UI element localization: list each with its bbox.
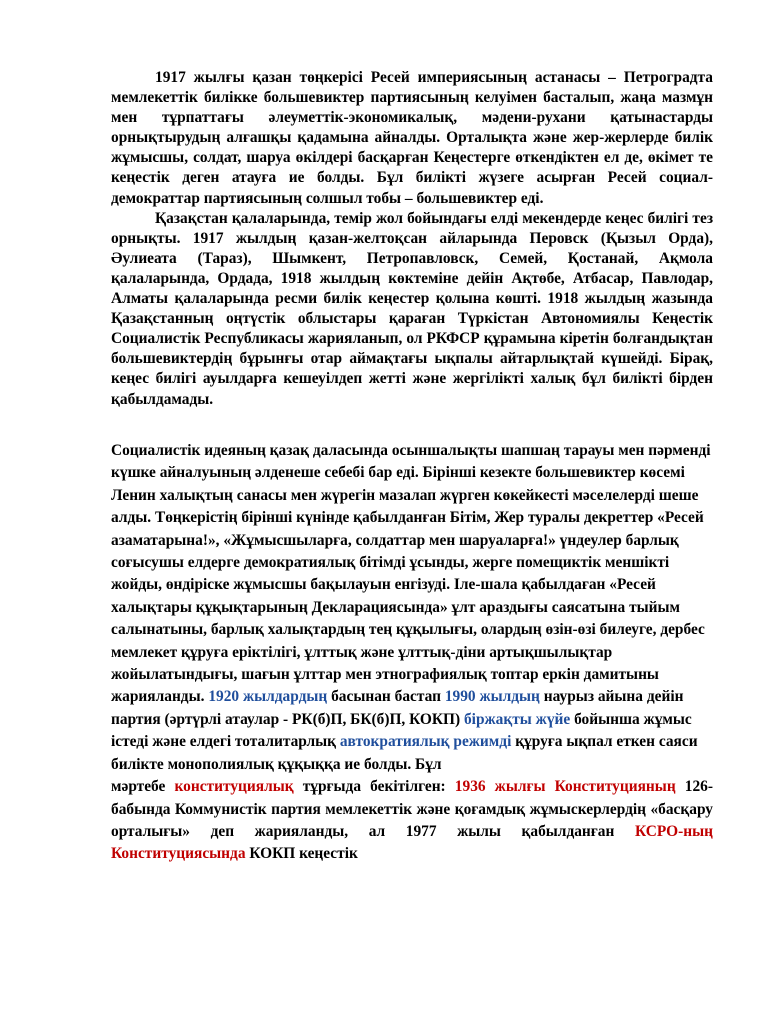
- link-1990[interactable]: 1990 жылдың: [444, 688, 540, 706]
- text-run: Социалистік идеяның қазақ даласында осыншалықты шапшаң тарауы мен пәрменді күшке айналуының әлденеше себебі бар еді. Бірінші кезекте большевиктер көсемі Ленин халықтың санасы мен жүрегін мазалап жүрген көкейкесті мәселелерді шеше алды. Төңкерістің бірінші күнінде қабылданған Бітім, Жер туралы декреттер «Ресей азаматарына!», «Жұмысшыларға, солдаттар мен шаруаларға!» үндеулер барлық соғысушы елдерге демократиялық бітімді ұсынды, жерге помещиктік меншікті жойды, өндіріске жұмысшы бақылауын енгізуді. Іле-шала қабылдаған «Ресей халықтары құқықтарының Декларациясында» ұлт араздығы саясатына тыйым салынатыны, барлық халықтардың тең құқылығы, олардың өзін-өзі билеуге, дербес мемлекет құруға еріктілігі, ұлттық және ұлттық-діни артықшылықтар жойылатындығы, шағын ұлттар мен этнографиялық топтар еркін дамитыны жарияланды.: [111, 442, 711, 706]
- text-run: тұрғыда бекітілген:: [293, 778, 455, 796]
- paragraph-kazakhstan-soviets: Қазақстан қалаларында, темір жол бойындағы елді мекендерде кеңес билігі тез орнықты. 1917 жылдың қазан-желтоқсан айларында Перовск (Қызыл Орда), Әулиеата (Тараз), Шымкент, Петропавловск, Семей, Қостанай, Ақмола қалаларында, Ордада, 1918 жылдың көктеміне дейін Ақтөбе, Атбасар, Павлодар, Алматы қалаларында ресми билік кеңестер қолына көшті. 1918 жылдың жазында Қазақстанның оңтүстік облыстары қараған Түркістан Автономиялы Кеңестік Социалистік Республикасы жарияланып, ол РКФСР құрамына кіретін болғандықтан большевиктердің бұрынғы отар аймақтағы ықпалы айтарлықтай күшейді. Бірақ, кеңес билігі ауылдарға кешеуілдеп жетті және жергілікті халық бұл билікті бірден қабылдамады.: [111, 209, 713, 408]
- text-run: құруға ықпал еткен саяси билікте монополиялық құқыққа ие болды. Бұл: [111, 733, 698, 773]
- text-run: наурыз айына дейін партия (әртүрлі атаулар - РК(б)П, БК(б)П, КОКП): [111, 688, 684, 728]
- text-run: мәртебе: [111, 778, 175, 796]
- link-autocratic-regime[interactable]: автократиялық режимді: [339, 733, 512, 751]
- paragraph-socialist-idea: [111, 440, 713, 776]
- text-block-bottom: [111, 440, 713, 866]
- text-run: басынан бастап: [327, 688, 445, 706]
- paragraph-constitution: [111, 776, 713, 866]
- link-1936-constitution[interactable]: 1936 жылғы Конституцияның: [454, 778, 676, 796]
- text-block-top: [111, 68, 713, 410]
- link-constitutional[interactable]: конституциялық: [174, 778, 294, 796]
- link-one-party-system[interactable]: біржақты жүйе: [463, 710, 571, 728]
- paragraph-october-revolution: 1917 жылғы қазан төңкерісі Ресей империясының астанасы – Петроградта мемлекеттік билікке большевиктер партиясының келуімен басталып, жаңа мазмұн мен тұрпаттағы әлеуметтік-экономикалық, мәдени-рухани қатынастарды орнықтырудың алғашқы қадамына айналды. Орталықта және жер-жерлерде билік жұмысшы, солдат, шаруа өкілдері басқарған Кеңестерге өткендіктен ел де, өкімет те кеңестік деген атауға ие болды. Бұл билікті жүзеге асырған Ресей социал-демократтар партиясының солшыл тобы – большевиктер еді.: [111, 69, 713, 207]
- link-1920s[interactable]: 1920 жылдардың: [208, 688, 328, 706]
- text-run: 126-бабында Коммунистік партия мемлекеттік және қоғамдық жұмыскерлердің «басқару орталығы» деп жарияланды, ал 1977 жылы қабылданған: [111, 778, 714, 840]
- text-run: бойынша жұмыс істеді және елдегі тоталитарлық: [111, 710, 692, 751]
- link-ussr-constitution[interactable]: КСРО-ның Конституциясында: [111, 822, 713, 863]
- text-run: КОКП кеңестік: [245, 845, 358, 863]
